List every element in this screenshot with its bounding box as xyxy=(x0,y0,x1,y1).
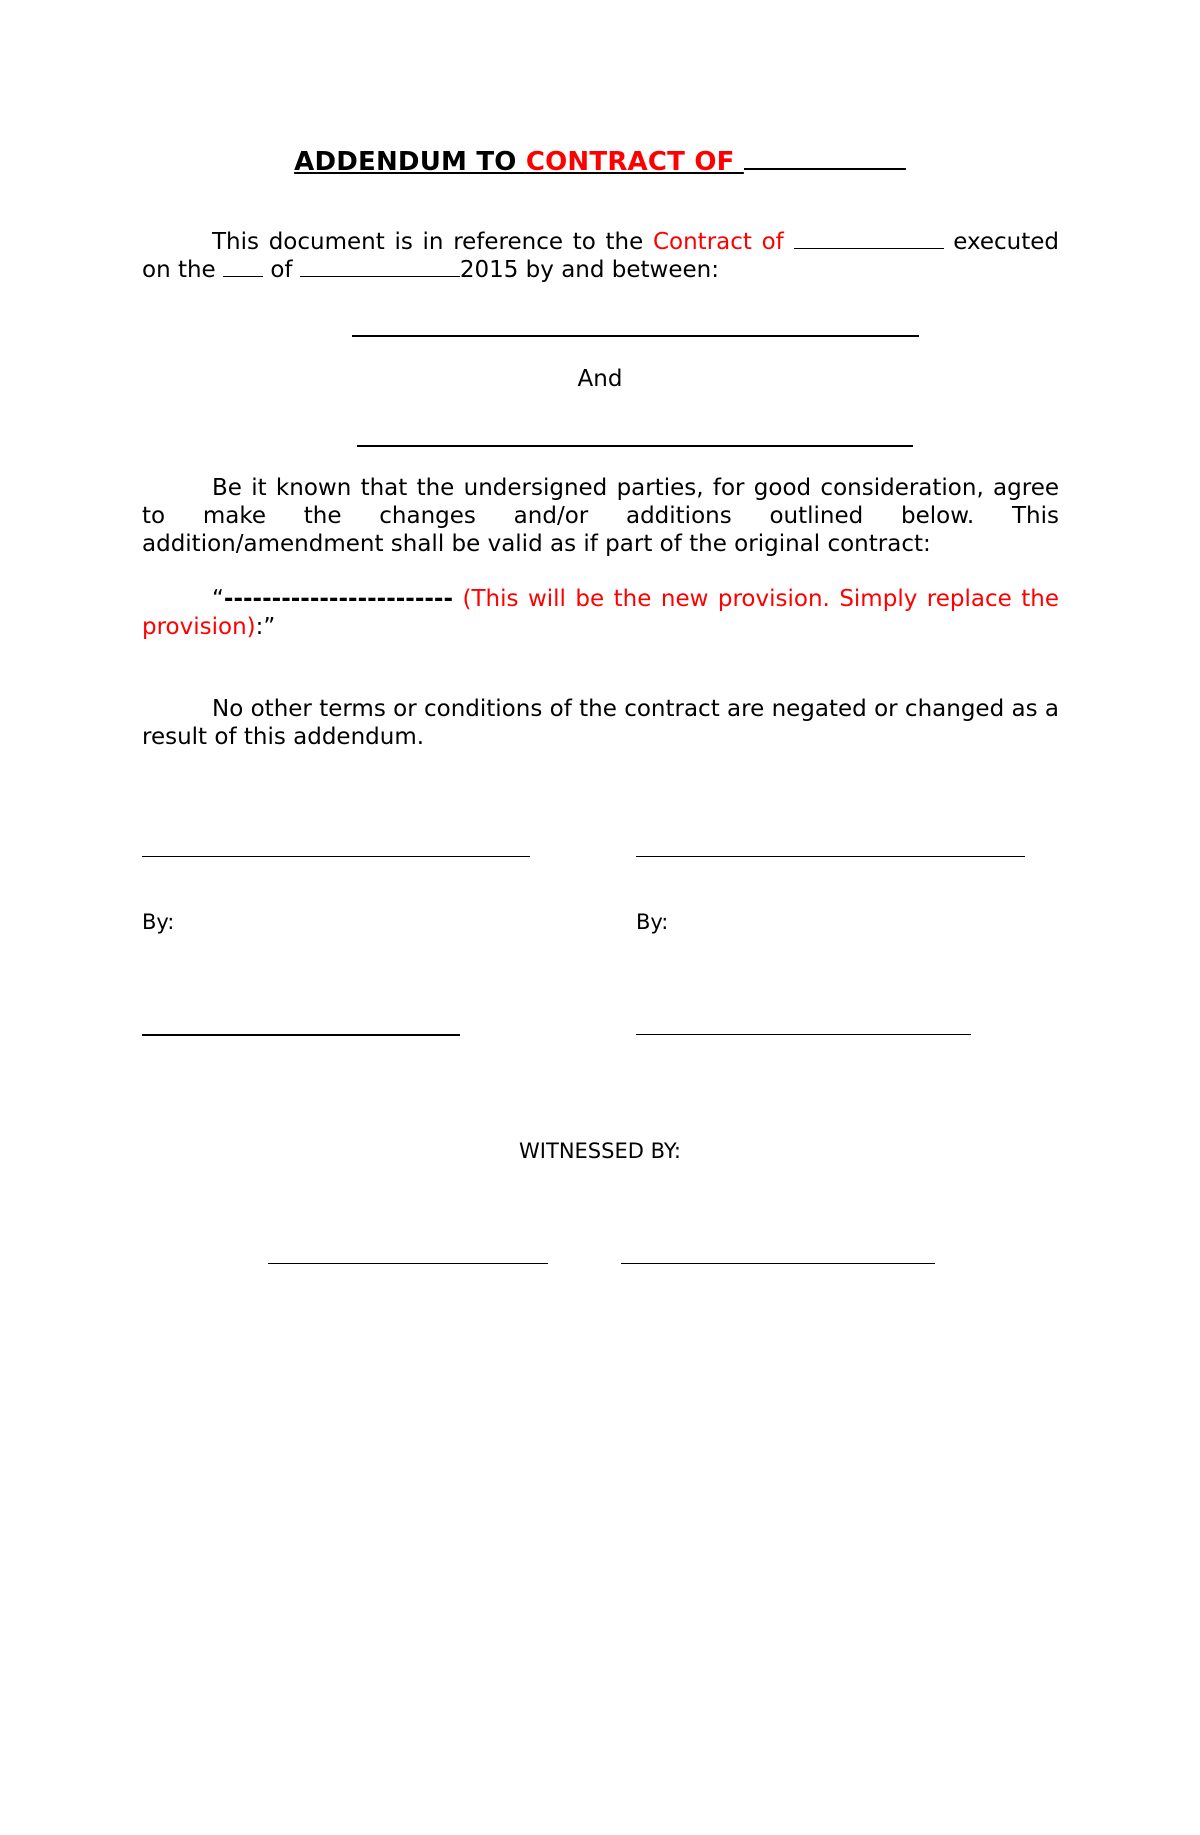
contract-of-red: Contract of xyxy=(652,229,784,255)
signature-line-left[interactable] xyxy=(142,856,530,857)
party-two-line[interactable] xyxy=(357,445,913,447)
by-label-left: By: xyxy=(142,910,175,934)
month-blank[interactable] xyxy=(300,256,460,277)
day-blank[interactable] xyxy=(223,256,263,277)
reference-paragraph: This document is in reference to the Contract of executed on the of 2015 by and between: xyxy=(142,229,1060,283)
provision-note: (This will be the new provision. Simply replace the provision) xyxy=(142,586,1059,640)
witnessed-by-label: WITNESSED BY: xyxy=(519,1139,681,1163)
by-label-right: By: xyxy=(636,910,669,934)
witness-line-left[interactable] xyxy=(268,1263,548,1264)
name-line-right[interactable] xyxy=(636,1034,971,1035)
title-blank[interactable] xyxy=(744,144,906,170)
provision-paragraph: “------------------------ (This will be the new provision. Simply replace the provision):” xyxy=(142,586,1059,640)
witness-line-right[interactable] xyxy=(621,1263,935,1264)
title-black: ADDENDUM TO xyxy=(294,147,526,177)
document-title xyxy=(0,144,1200,177)
contract-type-blank[interactable] xyxy=(794,228,944,249)
closing-paragraph: No other terms or conditions of the contract are negated or changed as a result of this addendum. xyxy=(142,696,1059,750)
signature-line-right[interactable] xyxy=(636,856,1025,857)
provision-dashes: ------------------------ xyxy=(223,586,454,612)
title-red: CONTRACT OF xyxy=(525,147,744,177)
and-label: And xyxy=(577,366,623,392)
agreement-paragraph: Be it known that the undersigned parties, for good consideration, agree to make the changes and/or additions outlined below. This addition/amendment shall be valid as if part of the original contract: xyxy=(142,475,1059,557)
name-line-left[interactable] xyxy=(142,1034,460,1036)
party-one-line[interactable] xyxy=(352,335,919,337)
